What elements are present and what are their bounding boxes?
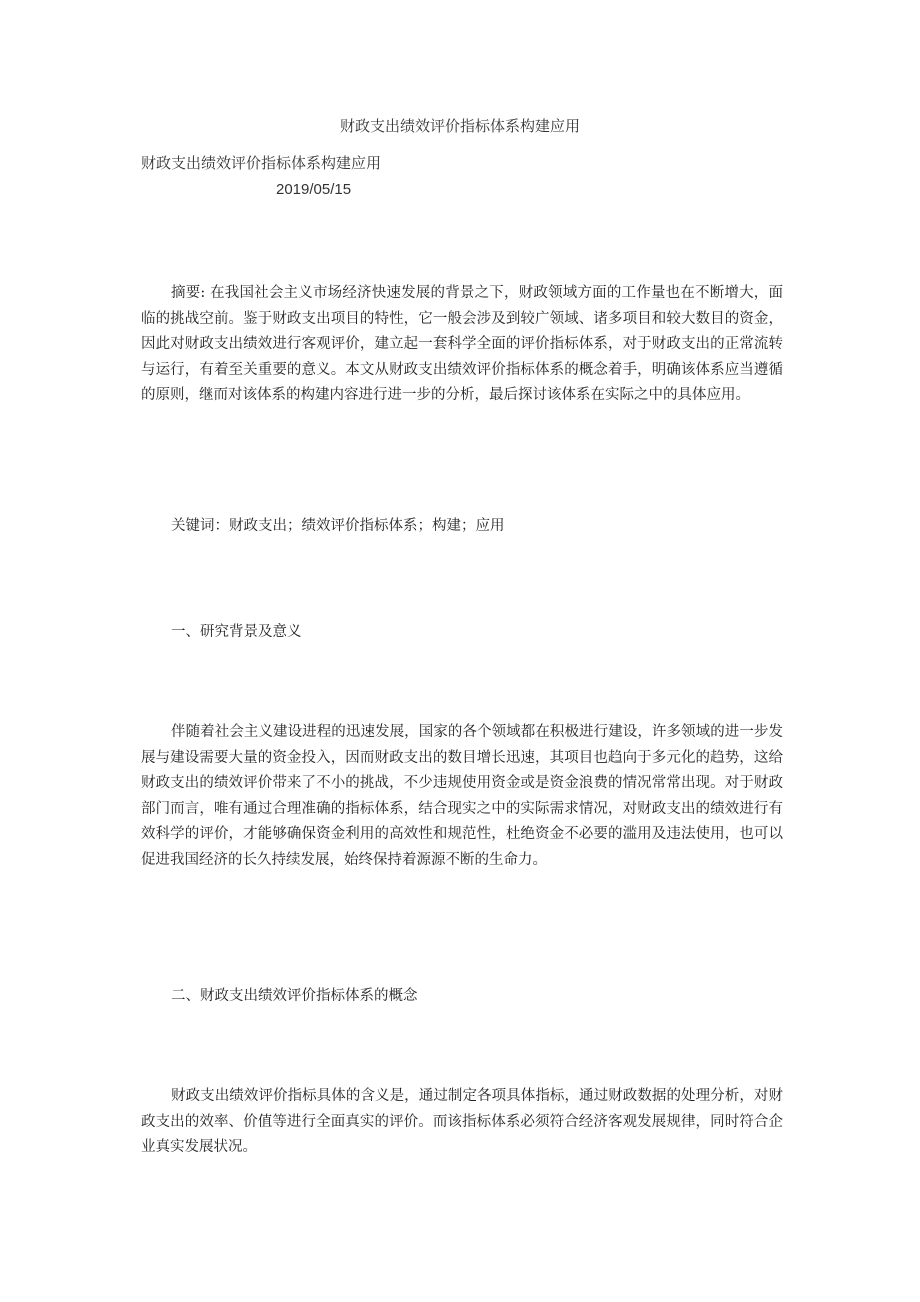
section-2-heading: 二、财政支出绩效评价指标体系的概念 bbox=[171, 988, 418, 1004]
keywords-line: 关键词：财政支出；绩效评价指标体系；构建；应用 bbox=[171, 518, 505, 534]
article-date: 2019/05/15 bbox=[276, 181, 352, 198]
abstract-paragraph: 摘要: 在我国社会主义市场经济快速发展的背景之下，财政领域方面的工作量也在不断增大，面临的挑战空前。鉴于财政支出项目的特性，它一般会涉及到较广领域、诸多项目和较大数目的资金，因此对财政支出绩效进行客观评价，建立起一套科学全面的评价指标体系，对于财政支出的正常流转与运行，有着至关重要的意义。本文从财政支出绩效评价指标体系的概念着手，明确该体系应当遵循的原则，继而对该体系的构建内容进行进一步的分析，最后探讨该体系在实际之中的具体应用。 bbox=[141, 285, 783, 404]
section-2-paragraph: 财政支出绩效评价指标具体的含义是，通过制定各项具体指标，通过财政数据的处理分析，对财政支出的效率、价值等进行全面真实的评价。而该指标体系必须符合经济客观发展规律，同时符合企业真实发展状况。 bbox=[141, 1088, 783, 1156]
page-header-title: 财政支出绩效评价指标体系构建应用 bbox=[339, 117, 580, 135]
section-1-paragraph: 伴随着社会主义建设进程的迅速发展，国家的各个领域都在积极进行建设，许多领域的进一步发展与建设需要大量的资金投入，因而财政支出的数目增长迅速，其项目也趋向于多元化的趋势，这给财政支出的绩效评价带来了不小的挑战，不少违规使用资金或是资金浪费的情况常常出现。对于财政部门而言，唯有通过合理准确的指标体系，结合现实之中的实际需求情况，对财政支出的绩效进行有效科学的评价，才能够确保资金利用的高效性和规范性，杜绝资金不必要的滥用及违法使用，也可以促进我国经济的长久持续发展，始终保持着源源不断的生命力。 bbox=[141, 724, 783, 868]
section-1-heading: 一、研究背景及意义 bbox=[171, 624, 302, 640]
article-title: 财政支出绩效评价指标体系构建应用 bbox=[141, 154, 382, 172]
